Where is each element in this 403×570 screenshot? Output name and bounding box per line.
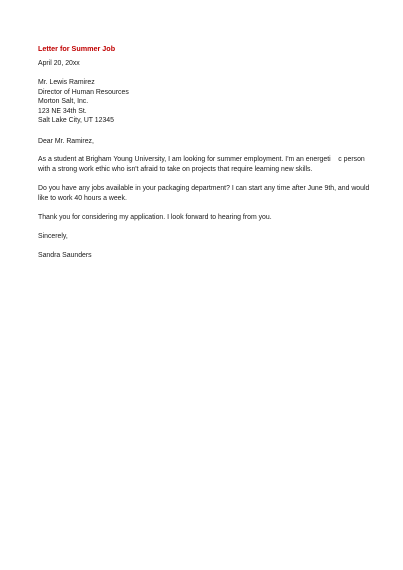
closing: Sincerely,: [38, 233, 68, 240]
recipient-title: Director of Human Resources: [38, 88, 129, 96]
signature-name: Sandra Saunders: [38, 252, 92, 259]
paragraph-request-line-1: Do you have any jobs available in your packaging department? I can start any time after June 9th, and would: [38, 185, 370, 192]
letter-date: April 20, 20xx: [38, 60, 80, 67]
recipient-name: Mr. Lewis Ramirez: [38, 79, 95, 86]
paragraph-intro: [38, 155, 365, 174]
paragraph-intro-line-2: with a strong work ethic who isn't afraid to take on projects that require learning new skills.: [38, 165, 313, 173]
recipient-city: Salt Lake City, UT 12345: [38, 117, 114, 125]
paragraph-request: [38, 184, 369, 203]
recipient-company: Morton Salt, Inc.: [38, 98, 89, 106]
paragraph-request-line-2: like to work 40 hours a week.: [38, 194, 127, 202]
recipient-address: [38, 78, 129, 126]
paragraph-thanks: Thank you for considering my application. I look forward to hearing from you.: [38, 214, 272, 221]
paragraph-intro-line-1: As a student at Brigham Young University, I am looking for summer employment. I'm an energeti c person: [38, 156, 365, 163]
salutation: Dear Mr. Ramirez,: [38, 138, 94, 145]
recipient-street: 123 NE 34th St.: [38, 107, 87, 115]
letter-title: Letter for Summer Job: [38, 44, 116, 53]
